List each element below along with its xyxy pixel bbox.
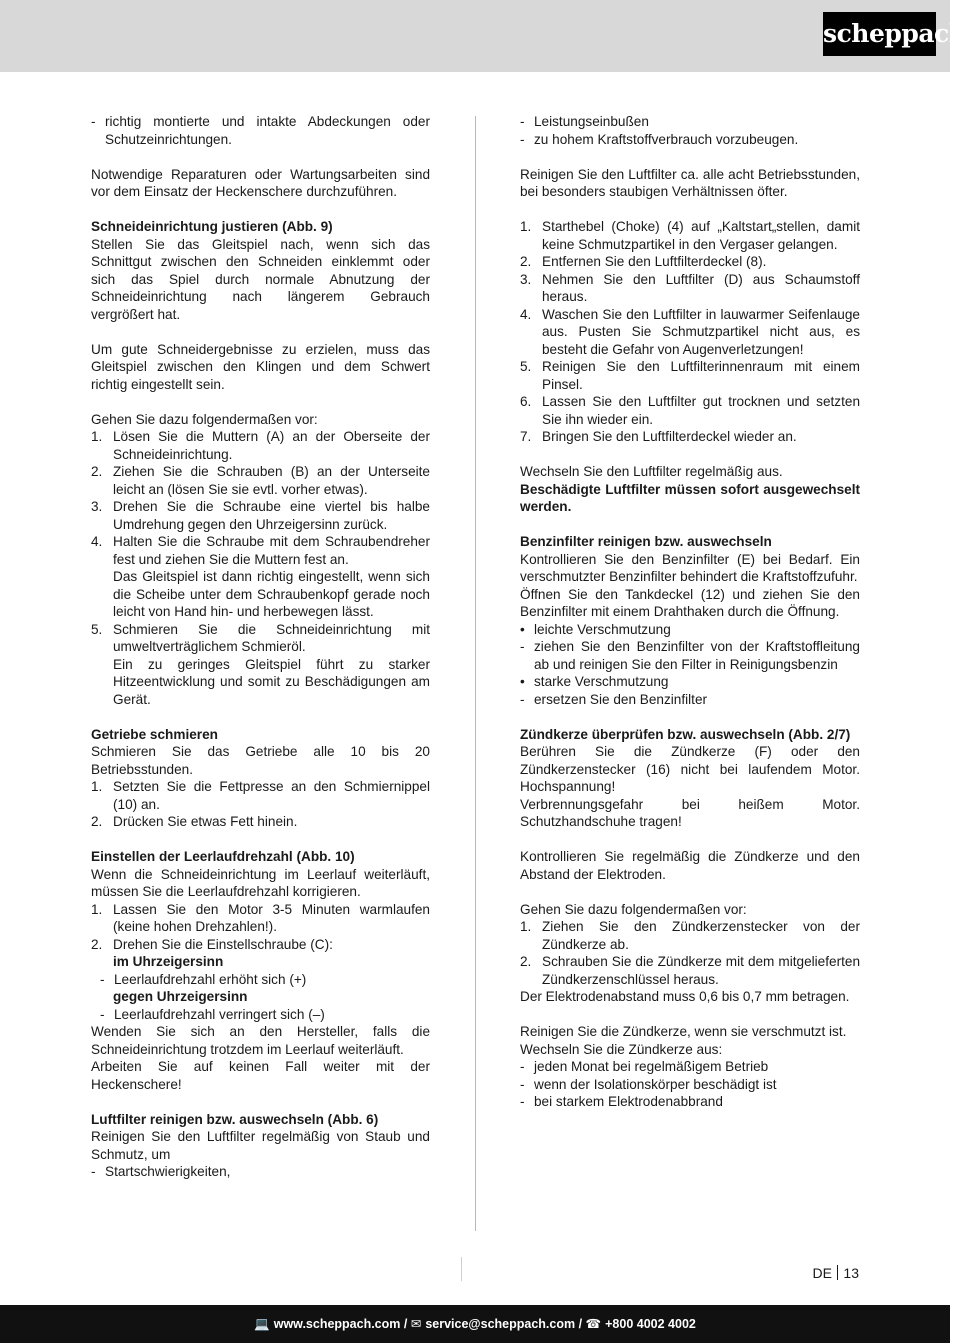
computer-icon: 💻	[254, 1317, 270, 1331]
numbered-item: 1. Starthebel (Choke) (4) auf „Kaltstart„stellen, damit keine Schmutzpartikel in den Vergaser gelangen.	[520, 219, 860, 252]
numbered-item: 4. Halten Sie die Schraube mit dem Schraubendreher fest und ziehen Sie die Muttern fest an.	[91, 534, 430, 567]
list-item: - jeden Monat bei regelmäßigem Betrieb	[520, 1059, 769, 1074]
numbered-item: 2. Ziehen Sie die Schrauben (B) an der Unterseite leicht an (lösen Sie sie evtl. vorher etwas).	[91, 464, 430, 497]
list-item: - Leistungseinbußen	[520, 114, 649, 129]
direction-label: im Uhrzeigersinn	[113, 954, 224, 969]
footer-bar	[0, 1305, 950, 1343]
right-column	[520, 113, 860, 1111]
numbered-item: 2. Entfernen Sie den Luftfilterdeckel (8).	[520, 254, 767, 269]
paragraph: Reinigen Sie den Luftfilter regelmäßig von Staub und Schmutz, um	[91, 1129, 430, 1162]
list-item: - Leerlaufdrehzahl verringert sich (–)	[100, 1006, 325, 1022]
numbered-item-note: Ein zu geringes Gleitspiel führt zu starker Hitzeentwicklung und somit zu Beschädigungen am Gerät.	[113, 656, 430, 707]
envelope-icon: ✉	[410, 1317, 422, 1331]
phone-number[interactable]: +800 4002 4002	[605, 1317, 696, 1331]
footer-separator: /	[578, 1317, 583, 1331]
list-item: - zu hohem Kraftstoffverbrauch vorzubeugen.	[520, 131, 799, 147]
list-item: - Startschwierigkeiten,	[91, 1164, 231, 1179]
paragraph: Wechseln Sie den Luftfilter regelmäßig aus.	[520, 464, 783, 479]
column-divider	[475, 116, 476, 1231]
numbered-item: 6. Lassen Sie den Luftfilter gut trocknen und setzten Sie ihn wieder ein.	[520, 394, 860, 427]
paragraph: Reinigen Sie die Zündkerze, wenn sie verschmutzt ist.	[520, 1024, 847, 1039]
paragraph: Gehen Sie dazu folgendermaßen vor:	[91, 411, 318, 427]
direction-label: gegen Uhrzeigersinn	[113, 989, 248, 1004]
paragraph: Gehen Sie dazu folgendermaßen vor:	[520, 901, 747, 917]
numbered-item: 4. Waschen Sie den Luftfilter in lauwarmer Seifenlauge aus. Pusten Sie Schmutzpartikel nicht aus, es besteht die Gefahr von Augenverletzungen!	[520, 306, 860, 357]
section-heading: Getriebe schmieren	[91, 726, 218, 742]
section-heading: Zündkerze überprüfen bzw. auswechseln (Abb. 2/7)	[520, 726, 851, 742]
numbered-item: 2. Drehen Sie die Einstellschraube (C):	[91, 936, 333, 952]
paragraph: Schmieren Sie das Getriebe alle 10 bis 20 Betriebsstunden.	[91, 744, 430, 777]
numbered-item: 5. Schmieren Sie die Schneideinrichtung mit umweltverträglichem Schmieröl.	[91, 621, 430, 654]
list-item: - wenn der Isolationskörper beschädigt ist	[520, 1076, 777, 1092]
left-column	[91, 113, 430, 1181]
list-item: - ziehen Sie den Benzinfilter von der Kraftstoffleitung ab und reinigen Sie den Filter in Reinigungsbenzin	[520, 639, 860, 672]
list-item: - richtig montierte und intakte Abdeckungen oder Schutzeinrichtungen.	[91, 114, 430, 147]
page-number-separator	[837, 1265, 839, 1280]
page-number-value: 13	[843, 1265, 859, 1281]
page-divider	[461, 1257, 462, 1281]
brand-logo: scheppach	[823, 12, 936, 56]
bullet-item: • starke Verschmutzung	[520, 674, 669, 689]
paragraph: Reinigen Sie den Luftfilter ca. alle acht Betriebsstunden, bei besonders staubigen Verhältnissen öfter.	[520, 166, 860, 199]
warning-text: Beschädigte Luftfilter müssen sofort ausgewechselt werden.	[520, 481, 860, 514]
numbered-item: 2. Schrauben Sie die Zündkerze mit dem mitgelieferten Zündkerzenschlüssel heraus.	[520, 954, 860, 987]
section-heading: Einstellen der Leerlaufdrehzahl (Abb. 10)	[91, 849, 355, 864]
paragraph: Verbrennungsgefahr bei heißem Motor. Schutzhandschuhe tragen!	[520, 796, 860, 829]
language-code: DE	[812, 1265, 832, 1281]
list-item: - ersetzen Sie den Benzinfilter	[520, 691, 708, 707]
list-item: - Leerlaufdrehzahl erhöht sich (+)	[100, 971, 307, 987]
header-band	[0, 0, 950, 72]
paragraph: Kontrollieren Sie den Benzinfilter (E) bei Bedarf. Ein verschmutzter Benzinfilter behindert die Kraftstoffzufuhr.	[520, 551, 860, 584]
section-heading: Luftfilter reinigen bzw. auswechseln (Abb. 6)	[91, 1111, 379, 1127]
numbered-item: 1. Setzten Sie die Fettpresse an den Schmiernippel (10) an.	[91, 779, 430, 812]
numbered-item: 5. Reinigen Sie den Luftfilterinnenraum mit einem Pinsel.	[520, 359, 860, 392]
list-item: - bei starkem Elektrodenabbrand	[520, 1094, 723, 1109]
paragraph: Wechseln Sie die Zündkerze aus:	[520, 1041, 723, 1057]
paragraph: Um gute Schneidergebnisse zu erzielen, muss das Gleitspiel zwischen den Klingen und dem Schwert richtig eingestellt sein.	[91, 341, 430, 392]
website-link[interactable]: www.scheppach.com	[273, 1317, 401, 1331]
numbered-item: 1. Lösen Sie die Muttern (A) an der Oberseite der Schneideinrichtung.	[91, 429, 430, 462]
numbered-item: 3. Nehmen Sie den Luftfilter (D) aus Schaumstoff heraus.	[520, 271, 860, 304]
paragraph: Wenden Sie sich an den Hersteller, falls die Schneideinrichtung trotzdem im Leerlauf weiterläuft.	[91, 1024, 430, 1057]
paragraph: Notwendige Reparaturen oder Wartungsarbeiten sind vor dem Einsatz der Heckenschere durchzuführen.	[91, 166, 430, 199]
paragraph: Wenn die Schneideinrichtung im Leerlauf weiterläuft, müssen Sie die Leerlaufdrehzahl korrigieren.	[91, 866, 430, 899]
numbered-item: 7. Bringen Sie den Luftfilterdeckel wieder an.	[520, 429, 797, 444]
numbered-item: 1. Lassen Sie den Motor 3-5 Minuten warmlaufen (keine hohen Drehzahlen!).	[91, 901, 430, 934]
paragraph: Arbeiten Sie auf keinen Fall weiter mit der Heckenschere!	[91, 1059, 430, 1092]
phone-icon: ☎	[585, 1317, 602, 1331]
email-link[interactable]: service@scheppach.com	[425, 1317, 576, 1331]
numbered-item-note: Das Gleitspiel ist dann richtig eingestellt, wenn sich die Scheibe unter dem Schraubenkopf gerade noch leicht von Hand hin- und herbewegen lässt.	[113, 569, 430, 619]
bullet-item: • leichte Verschmutzung	[520, 621, 671, 637]
numbered-item: 1. Ziehen Sie den Zündkerzenstecker von der Zündkerze ab.	[520, 919, 860, 952]
paragraph: Öffnen Sie den Tankdeckel (12) und ziehen Sie den Benzinfilter mit einem Drahthaken durch die Öffnung.	[520, 586, 860, 619]
page-number	[812, 1265, 859, 1282]
footer-separator: /	[403, 1317, 408, 1331]
paragraph: Stellen Sie das Gleitspiel nach, wenn sich das Schnittgut zwischen den Schneiden einklemmt oder sich das Spiel durch normale Abnutzung der Schneideinrichtung nach längerem Gebrauch vergrößert hat.	[91, 236, 430, 322]
numbered-item: 3. Drehen Sie die Schraube eine viertel bis halbe Umdrehung gegen den Uhrzeigersinn zurück.	[91, 499, 430, 532]
section-heading: Schneideinrichtung justieren (Abb. 9)	[91, 219, 333, 234]
paragraph: Kontrollieren Sie regelmäßig die Zündkerze und den Abstand der Elektroden.	[520, 849, 860, 882]
paragraph: Der Elektrodenabstand muss 0,6 bis 0,7 mm betragen.	[520, 989, 850, 1004]
section-heading: Benzinfilter reinigen bzw. auswechseln	[520, 534, 772, 549]
numbered-item: 2. Drücken Sie etwas Fett hinein.	[91, 814, 298, 829]
paragraph: Berühren Sie die Zündkerze (F) oder den Zündkerzenstecker (16) nicht bei laufendem Motor. Hochspannung!	[520, 744, 860, 794]
